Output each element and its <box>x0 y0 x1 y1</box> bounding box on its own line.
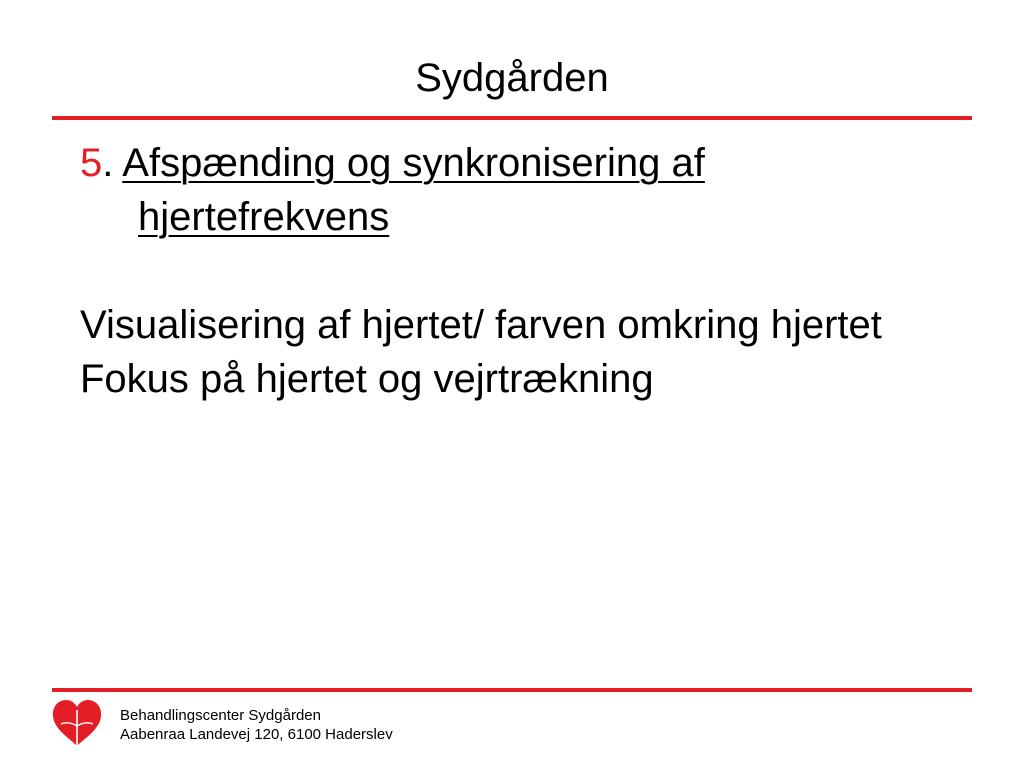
body-line-fokus: Fokus på hjertet og vejrtrækning <box>80 357 654 401</box>
slide-body <box>80 136 960 406</box>
paragraph-gap <box>80 244 960 298</box>
section-number-separator: . <box>102 141 114 185</box>
section-heading-text: Afspænding og synkronisering af hjertefrekvens <box>122 141 705 239</box>
bottom-divider <box>52 688 972 692</box>
footer <box>120 706 393 744</box>
section-heading <box>80 136 960 244</box>
body-line-visualisering: Visualisering af hjertet/ farven omkring hjertet <box>80 303 882 347</box>
heart-icon <box>50 696 104 750</box>
slide-title: Sydgården <box>415 56 609 100</box>
footer-address: Aabenraa Landevej 120, 6100 Haderslev <box>120 726 393 743</box>
section-number: 5 <box>80 141 103 185</box>
footer-name: Behandlingscenter Sydgården <box>120 707 321 724</box>
top-divider <box>52 116 972 120</box>
